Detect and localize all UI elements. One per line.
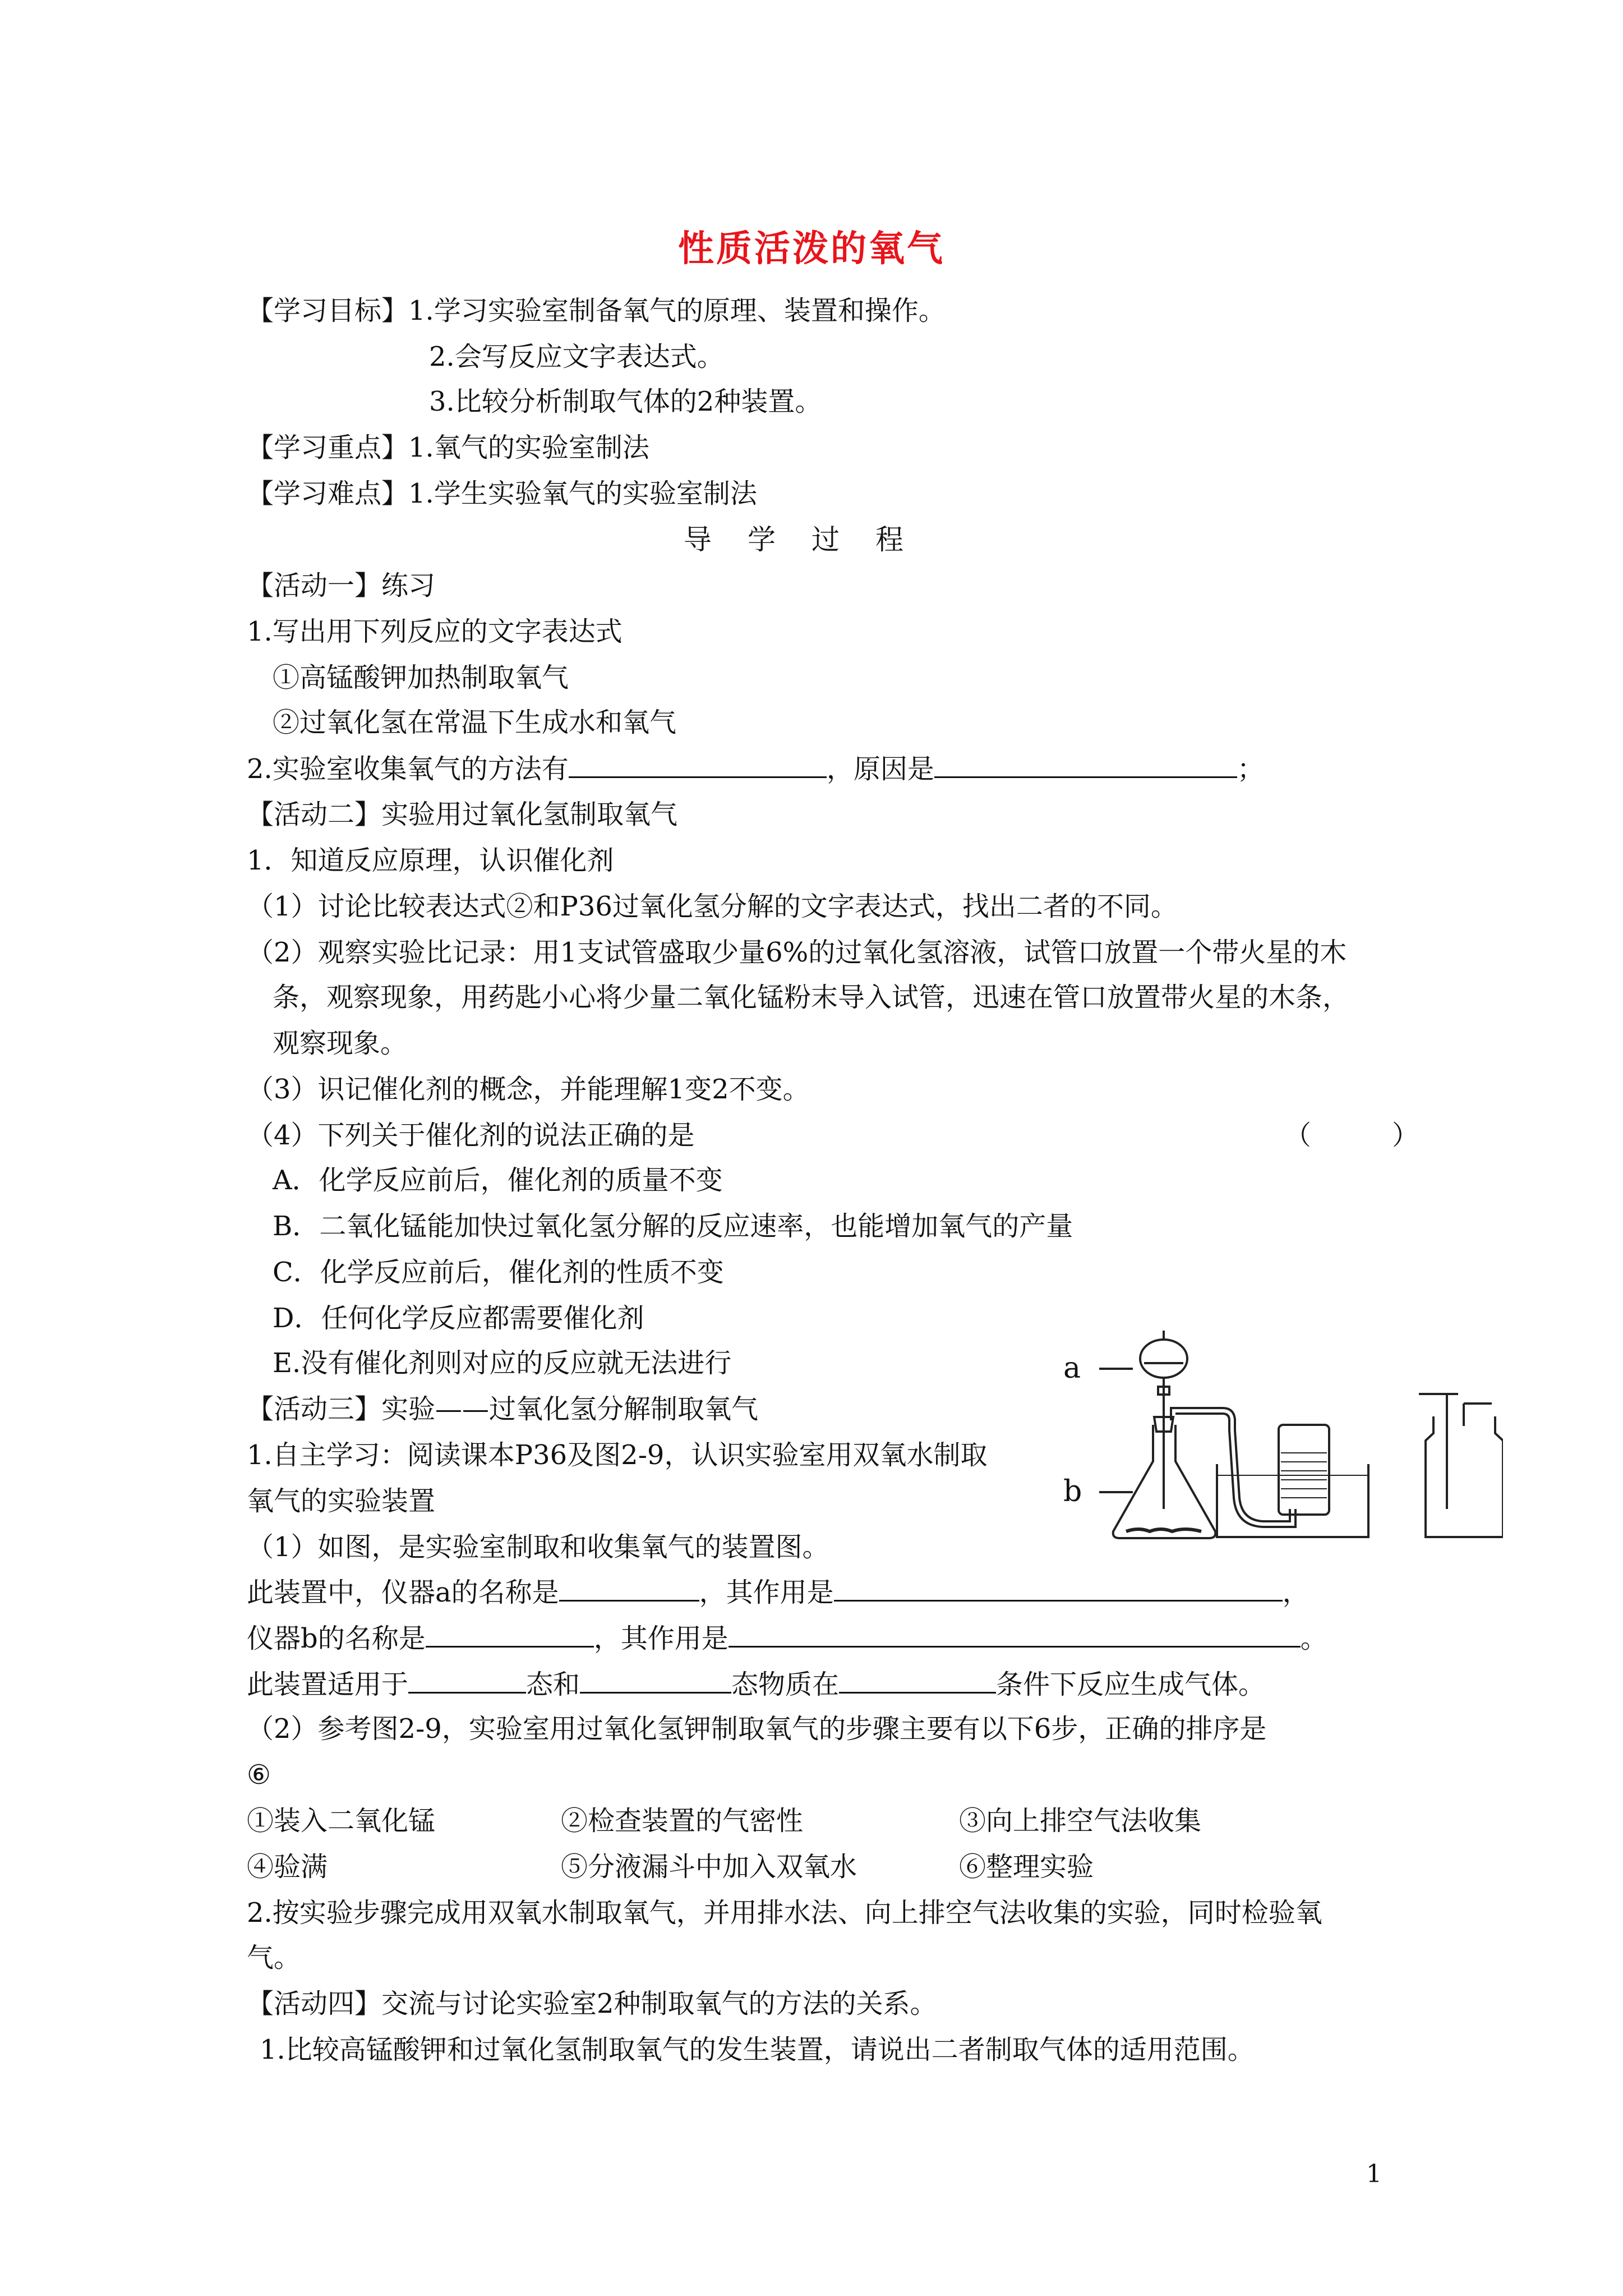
activity2-p2-line1: （2）观察实验比记录：用1支试管盛取少量6%的过氧化氢溶液，试管口放置一个带火星的木 bbox=[247, 937, 1347, 968]
activity1-q1-b: ②过氧化氢在常温下生成水和氧气 bbox=[273, 707, 677, 738]
oxygen-apparatus-figure bbox=[1054, 1324, 1503, 1559]
fill2-prefix: 仪器b的名称是 bbox=[247, 1623, 426, 1654]
objective-item-2: 2.会写反应文字表达式。 bbox=[429, 341, 724, 372]
activity1-q1-a: ①高锰酸钾加热制取氧气 bbox=[273, 662, 569, 693]
fill1-end: ， bbox=[1282, 1577, 1310, 1608]
instrument-a-use-blank[interactable] bbox=[834, 1574, 1283, 1602]
q2-end: ； bbox=[1237, 753, 1264, 785]
page-title: 性质活泼的氧气 bbox=[678, 228, 945, 270]
activity3-s2-line1: 2.按实验步骤完成用双氧水制取氧气，并用排水法、向上排空气法收集的实验，同时检验氧 bbox=[247, 1897, 1322, 1929]
figure-label-b: b bbox=[1063, 1475, 1082, 1508]
activity3-s1-line1: 1.自主学习：阅读课本P36及图2-9，认识实验室用双氧水制取 bbox=[247, 1439, 988, 1471]
fill-line-3 bbox=[247, 1666, 1265, 1703]
difficulty-line bbox=[247, 476, 757, 512]
key-point-text: 1.氧气的实验室制法 bbox=[408, 432, 649, 463]
activity1-q2 bbox=[247, 751, 1264, 787]
difficulty-text: 1.学生实验氧气的实验室制法 bbox=[408, 478, 757, 509]
q2-middle: ，原因是 bbox=[826, 753, 934, 785]
manganese-dioxide-icon bbox=[1126, 1529, 1201, 1531]
q2-method-blank[interactable] bbox=[569, 751, 827, 778]
state-2-blank[interactable] bbox=[580, 1666, 731, 1694]
activity3-heading: 【活动三】实验——过氧化氢分解制取氧气 bbox=[247, 1393, 759, 1425]
activity2-p4: （4）下列关于催化剂的说法正确的是 bbox=[247, 1120, 695, 1151]
step-6: ⑥整理实验 bbox=[959, 1851, 1094, 1883]
option-d: D．任何化学反应都需要催化剂 bbox=[273, 1303, 644, 1334]
option-a: A．化学反应前后，催化剂的质量不变 bbox=[273, 1165, 723, 1196]
objectives-line-1 bbox=[247, 293, 946, 329]
fill1-middle: ，其作用是 bbox=[699, 1577, 834, 1608]
side-gas-bottle-icon bbox=[1419, 1394, 1503, 1537]
activity2-p2-line3: 观察现象。 bbox=[273, 1028, 408, 1059]
objective-item-3: 3.比较分析制取气体的2种装置。 bbox=[429, 386, 822, 417]
step-1: ①装入二氧化锰 bbox=[247, 1805, 436, 1837]
condition-blank[interactable] bbox=[839, 1666, 996, 1694]
answer-paren[interactable]: （ ） bbox=[1284, 1120, 1419, 1151]
instrument-a-name-blank[interactable] bbox=[559, 1574, 699, 1602]
activity3-s1-line2: 氧气的实验装置 bbox=[247, 1485, 436, 1517]
key-point-label: 【学习重点】 bbox=[247, 432, 409, 463]
activity4-s1: 1.比较高锰酸钾和过氧化氢制取氧气的发生装置，请说出二者制取气体的适用范围。 bbox=[260, 2034, 1255, 2065]
activity1-heading: 【活动一】练习 bbox=[247, 570, 436, 601]
activity2-p3: （3）识记催化剂的概念，并能理解1变2不变。 bbox=[247, 1074, 810, 1105]
activity1-q1: 1.写出用下列反应的文字表达式 bbox=[247, 616, 623, 647]
fill3-part-b: 态物质在 bbox=[731, 1669, 840, 1700]
gas-collection-bottle-icon bbox=[1279, 1425, 1329, 1515]
option-b: B．二氧化锰能加快过氧化氢分解的反应速率，也能增加氧气的产量 bbox=[273, 1211, 1073, 1242]
fill2-end: 。 bbox=[1300, 1623, 1327, 1654]
activity3-p2-line2: ⑥ bbox=[247, 1759, 271, 1791]
state-1-blank[interactable] bbox=[408, 1666, 526, 1694]
figure-label-a: a bbox=[1063, 1351, 1081, 1385]
fill-line-2 bbox=[247, 1620, 1327, 1657]
page-number: 1 bbox=[1366, 2160, 1382, 2188]
step-3: ③向上排空气法收集 bbox=[959, 1805, 1202, 1837]
key-point-line bbox=[247, 430, 649, 466]
fill2-middle: ，其作用是 bbox=[593, 1623, 728, 1654]
activity2-heading: 【活动二】实验用过氧化氢制取氧气 bbox=[247, 799, 678, 830]
difficulty-label: 【学习难点】 bbox=[247, 478, 409, 509]
activity2-s1: 1．知道反应原理，认识催化剂 bbox=[247, 845, 614, 876]
step-5: ⑤分液漏斗中加入双氧水 bbox=[561, 1851, 857, 1883]
step-4: ④验满 bbox=[247, 1851, 328, 1883]
process-heading: 导学过程 bbox=[684, 523, 939, 556]
instrument-b-name-blank[interactable] bbox=[426, 1620, 594, 1648]
fill-line-1 bbox=[247, 1574, 1310, 1611]
fill3-part-c: 条件下反应生成气体。 bbox=[996, 1669, 1266, 1700]
activity2-p1: （1）讨论比较表达式②和P36过氧化氢分解的文字表达式，找出二者的不同。 bbox=[247, 891, 1178, 922]
option-c: C．化学反应前后，催化剂的性质不变 bbox=[273, 1257, 724, 1288]
q2-prefix: 2.实验室收集氧气的方法有 bbox=[247, 753, 569, 785]
step-2: ②检查装置的气密性 bbox=[561, 1805, 804, 1837]
fill3-part-a: 态和 bbox=[526, 1669, 580, 1700]
q2-reason-blank[interactable] bbox=[934, 751, 1237, 778]
fill1-prefix: 此装置中，仪器a的名称是 bbox=[247, 1577, 559, 1608]
activity3-p1: （1）如图，是实验室制取和收集氧气的装置图。 bbox=[247, 1531, 829, 1563]
activity3-s2-line2: 气。 bbox=[247, 1942, 301, 1973]
activity2-p2-line2: 条，观察现象，用药匙小心将少量二氧化锰粉末导入试管，迅速在管口放置带火星的木条， bbox=[273, 982, 1350, 1013]
separatory-funnel-icon bbox=[1140, 1331, 1187, 1509]
option-e: E.没有催化剂则对应的反应就无法进行 bbox=[273, 1347, 732, 1379]
activity3-p2-line1: （2）参考图2-9，实验室用过氧化氢钾制取氧气的步骤主要有以下6步，正确的排序是 bbox=[247, 1713, 1267, 1745]
objectives-label: 【学习目标】 bbox=[247, 295, 409, 326]
activity4-heading: 【活动四】交流与讨论实验室2种制取氧气的方法的关系。 bbox=[247, 1988, 937, 2019]
fill3-prefix: 此装置适用于 bbox=[247, 1669, 409, 1700]
instrument-b-use-blank[interactable] bbox=[728, 1620, 1301, 1648]
objective-item-1: 1.学习实验室制备氧气的原理、装置和操作。 bbox=[408, 295, 946, 326]
